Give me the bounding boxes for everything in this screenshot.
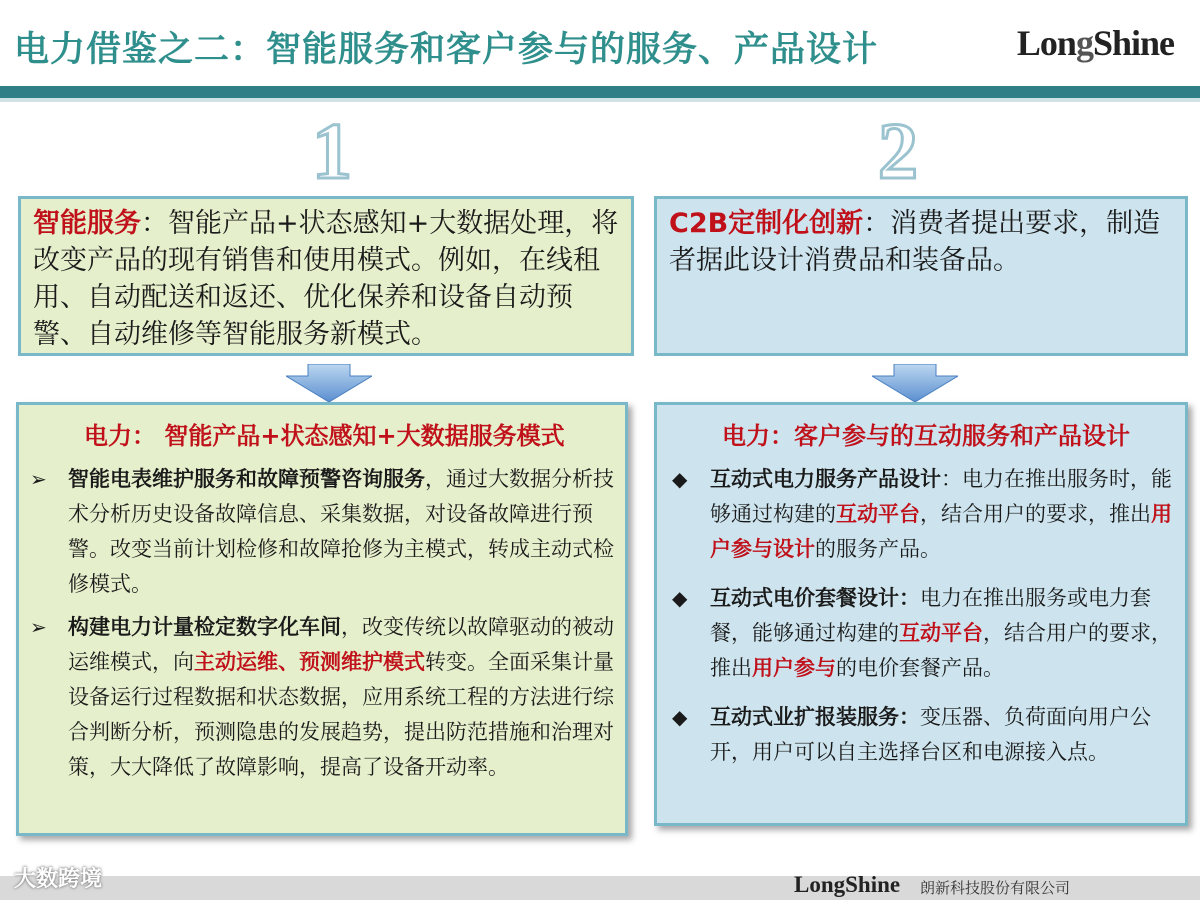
list-item: ◆ 互动式电力服务产品设计：电力在推出服务时，能够通过构建的互动平台，结合用户的要求，推出用户参与设计的服务产品。 — [662, 462, 1184, 567]
footer-logo: LongShine — [794, 872, 901, 897]
right-intro-text: C2B定制化创新：消费者提出要求，制造者据此设计消费品和装备品。 — [669, 208, 1161, 276]
right-intro-box — [654, 196, 1188, 356]
left-item-list — [20, 462, 620, 793]
left-intro-box — [18, 196, 634, 356]
right-subtitle: 电力：客户参与的互动服务和产品设计 — [722, 422, 1130, 450]
diamond-bullet-icon: ◆ — [672, 586, 688, 610]
list-item: ◆ 互动式电价套餐设计：电力在推出服务或电力套餐，能够通过构建的互动平台，结合用户的要求，推出用户参与的电价套餐产品。 — [662, 581, 1184, 686]
down-arrow-icon — [872, 364, 958, 402]
header-divider-light — [0, 98, 1200, 102]
arrow-bullet-icon: ➢ — [30, 615, 47, 639]
left-intro-text: 智能服务：智能产品+状态感知+大数据处理，将改变产品的现有销售和使用模式。例如，在线租用、自动配送和返还、优化保养和设备自动预警、自动维修等智能服务新模式。 — [33, 208, 619, 350]
column-number-2: 2 — [878, 108, 918, 196]
list-item: ➢ 智能电表维护服务和故障预警咨询服务，通过大数据分析技术分析历史设备故障信息、采集数据，对设备故障进行预警。改变当前计划检修和故障抢修为主模式，转成主动式检修模式。 — [20, 462, 620, 602]
diamond-bullet-icon: ◆ — [672, 467, 688, 491]
right-item-list — [662, 462, 1184, 778]
footer-company-name: 朗新科技股份有限公司 — [920, 879, 1071, 897]
list-item: ◆ 互动式业扩报装服务：变压器、负荷面向用户公开，用户可以自主选择台区和电源接入点。 — [662, 700, 1184, 770]
column-number-1: 1 — [312, 108, 352, 196]
diamond-bullet-icon: ◆ — [672, 705, 688, 729]
header-divider — [0, 86, 1200, 98]
longshine-logo: LongShine — [1016, 23, 1174, 63]
left-subtitle: 电力： 智能产品+状态感知+大数据服务模式 — [84, 422, 565, 450]
list-item: ➢ 构建电力计量检定数字化车间，改变传统以故障驱动的被动运维模式，向主动运维、预测维护模式转变。全面采集计量设备运行过程数据和状态数据，应用系统工程的方法进行综合判断分析，预测隐患的发展趋势，提出防范措施和治理对策，大大降低了故障影响，提高了设备开动率。 — [20, 610, 620, 785]
watermark: 大数跨境 — [14, 867, 103, 892]
page-title: 电力借鉴之二：智能服务和客户参与的服务、产品设计 — [14, 30, 879, 70]
arrow-bullet-icon: ➢ — [30, 467, 47, 491]
down-arrow-icon — [286, 364, 372, 402]
